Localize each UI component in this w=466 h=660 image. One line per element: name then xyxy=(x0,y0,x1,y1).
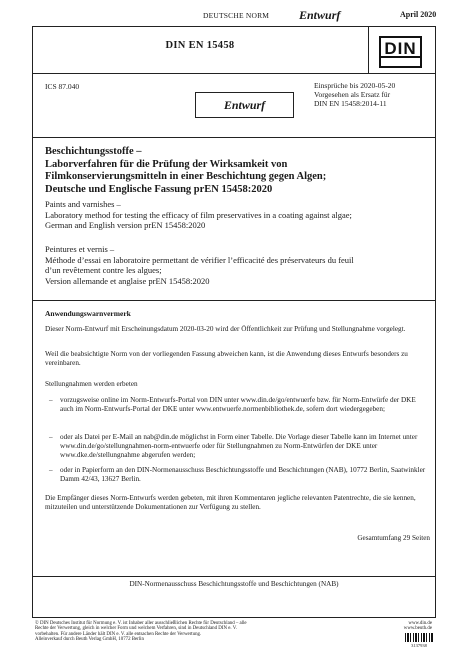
top-header xyxy=(0,9,466,23)
title-line: Version allemande et anglaise prEN 15458:2020 xyxy=(45,275,210,286)
title-line: Peintures et vernis – xyxy=(45,244,115,254)
notice-paragraph: Dieser Norm-Entwurf mit Erscheinungsdatum 2020-03-20 wird der Öffentlichkeit zur Prüfung und Stellungnahme vorgelegt. xyxy=(45,325,406,333)
din-logo-text: DIN xyxy=(384,39,417,58)
title-french xyxy=(45,244,430,286)
title-line: Filmkonservierungsmitteln in einer Beschichtung gegen Algen; xyxy=(45,171,327,182)
notice-paragraph: Weil die beabsichtigte Norm von der vorliegenden Fassung abweichen kann, ist die Anwendung dieses Entwurfs besonders zu vereinbaren. xyxy=(45,350,408,367)
list-item-text: oder in Papierform an den DIN-Normenausschuss Beschichtungsstoffe und Beschichtungen (NAB), 10772 Berlin, Saatwinkler Damm 42/43, 13627 Berlin. xyxy=(60,466,426,483)
entwurf-box: Entwurf xyxy=(195,92,294,118)
einspruch-line: DIN EN 15458:2014-11 xyxy=(314,99,387,108)
logo-divider xyxy=(368,26,369,73)
title-line: Laboratory method for testing the efficacy of film preservatives in a coating against algae; xyxy=(45,209,352,220)
title-line: Méthode d’essai en laboratoire permettant de vérifier l’efficacité des préservateurs du feuil xyxy=(45,254,354,265)
divider-above-committee xyxy=(32,576,436,577)
notice-heading: Anwendungswarnvermerk xyxy=(45,309,131,318)
publication-date: April 2020 xyxy=(400,10,437,19)
footer-line: © DIN Deutsches Institut für Normung e. V. ist Inhaber aller ausschließlichen Rechte für Deutschland – alle xyxy=(35,621,247,626)
footer-line: vorbehalten. Für andere Länder hält DIN e. V. alle entsachen Rechte der Verwertung. xyxy=(35,631,202,637)
title-german xyxy=(45,146,430,196)
barcode-icon xyxy=(405,633,433,642)
divider-under-ics xyxy=(32,137,436,138)
copyright-footer xyxy=(35,621,385,643)
footer-line: Alleinverkauf durch Beuth Verlag GmbH, 10772 Berlin xyxy=(35,637,144,643)
ics-code: ICS 87.040 xyxy=(45,82,80,91)
title-line: Deutsche und Englische Fassung prEN 15458:2020 xyxy=(45,183,273,195)
document-number: DIN EN 15458 xyxy=(165,40,235,51)
einspruch-info xyxy=(314,81,434,108)
din-website-link[interactable]: www.din.de xyxy=(408,621,432,626)
footer-links xyxy=(386,621,432,632)
title-line: Beschichtungsstoffe – xyxy=(45,146,142,157)
list-item-text: oder als Datei per E-Mail an nab@din.de möglichst in Form einer Tabelle. Die Vorlage dieser Tabelle kann im Internet unter www.din.de/go/stellungnahmen-norm-entwuerfe oder für Stellungnahmen zu Norm-Entwürfen der DKE unter www.dke.de/stellungnahme abgerufen werden; xyxy=(60,433,418,459)
title-line: d’un revêtement contre les algues; xyxy=(45,265,162,275)
entwurf-header-label: Entwurf xyxy=(299,8,341,22)
title-line: Paints and varnishes – xyxy=(45,199,121,209)
title-line: Laborverfahren für die Prüfung der Wirksamkeit von xyxy=(45,158,288,170)
einspruch-line: Einsprüche bis 2020-05-20 xyxy=(314,81,396,90)
notice-paragraph: Die Empfänger dieses Norm-Entwurfs werden gebeten, mit ihren Kommentaren jegliche relevanten Patentrechte, die sie kennen, mitzuteilen und unterstützende Dokumentationen zur Verfügung zu stellen. xyxy=(45,494,416,511)
title-line: German and English version prEN 15458:2020 xyxy=(45,220,206,230)
divider-under-titles xyxy=(32,300,436,301)
footer-line: Rechte der Verwertung, gleich in welcher Form und welchem Verfahren, sind in Deutschland DIN e. V. xyxy=(35,626,237,632)
notice-paragraph: Stellungnahmen werden erbeten xyxy=(45,380,138,388)
beuth-website-link[interactable]: www.beuth.de xyxy=(403,626,432,632)
din-logo xyxy=(379,36,422,68)
norm-label: DEUTSCHE NORM xyxy=(203,11,270,20)
list-item-text: vorzugsweise online im Norm-Entwurfs-Portal von DIN unter www.din.de/go/entwuerfe bzw. für Norm-Entwürfe der DKE auch im Norm-Entwurfs-Portal der DKE unter www.entwuerfe.normenbibliothek.de, sofern dort wiedergegeben; xyxy=(60,396,416,413)
page-count: Gesamtumfang 29 Seiten xyxy=(357,534,430,542)
einspruch-line: Vorgesehen als Ersatz für xyxy=(314,90,391,99)
barcode-number: 3137938 xyxy=(411,643,427,648)
divider-under-title xyxy=(32,73,436,74)
committee-name: DIN-Normenausschuss Beschichtungsstoffe und Beschichtungen (NAB) xyxy=(129,580,339,588)
title-english xyxy=(45,199,430,231)
